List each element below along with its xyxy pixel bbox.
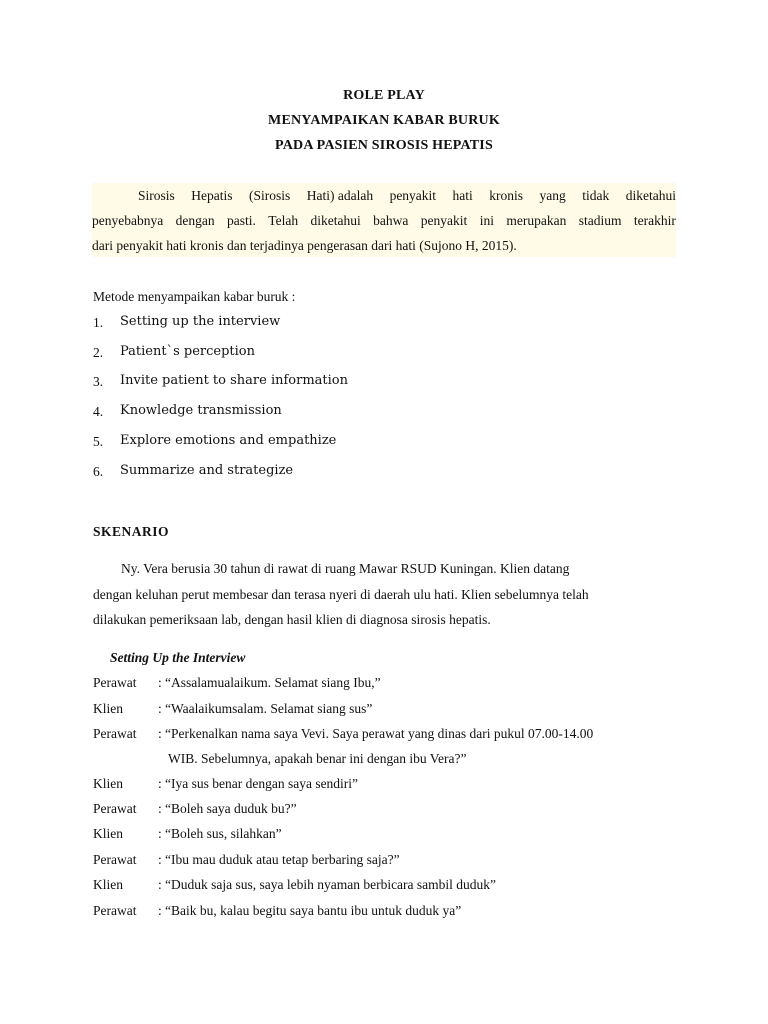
title-line-1: ROLE PLAY: [343, 88, 425, 103]
intro-word: stadium: [578, 213, 622, 228]
intro-word: dengan: [175, 213, 215, 228]
dialogue-colon: :: [158, 903, 162, 918]
dialogue-subheading: Setting Up the Interview: [110, 650, 246, 665]
dialogue-text: “Duduk saja sus, saya lebih nyaman berbicara sambil duduk”: [165, 877, 497, 892]
dialogue-colon: :: [158, 852, 162, 867]
dialogue-speaker: Perawat: [93, 852, 137, 867]
intro-word: (Sirosis: [248, 188, 291, 203]
title-line-3: PADA PASIEN SIROSIS HEPATIS: [275, 138, 493, 153]
method-number: 1.: [93, 315, 104, 330]
method-number: 3.: [93, 374, 104, 389]
dialogue-speaker: Klien: [93, 701, 123, 716]
dialogue-text: “Waalaikumsalam. Selamat siang sus”: [165, 701, 373, 716]
dialogue-text: “Assalamualaikum. Selamat siang Ibu,”: [165, 675, 381, 690]
intro-word: kronis: [489, 188, 524, 203]
intro-word: diketahui: [625, 188, 676, 203]
intro-word: tidak: [582, 188, 610, 203]
dialogue-colon: :: [158, 801, 162, 816]
dialogue-speaker: Klien: [93, 826, 123, 841]
dialogue-text: “Baik bu, kalau begitu saya bantu ibu untuk duduk ya”: [165, 903, 462, 918]
dialogue-text: “Ibu mau duduk atau tetap berbaring saja?”: [165, 852, 400, 867]
intro-line-3: dari penyakit hati kronis dan terjadinya pengerasan dari hati (Sujono H, 2015).: [92, 238, 517, 253]
method-item: Patient`s perception: [120, 344, 255, 359]
intro-paragraph: [92, 183, 676, 257]
dialogue-colon: :: [158, 726, 162, 741]
intro-word: ini: [479, 213, 494, 228]
dialogue-colon: :: [158, 675, 162, 690]
intro-line-1: [138, 188, 676, 204]
method-item: Setting up the interview: [120, 314, 281, 329]
dialogue-speaker: Klien: [93, 776, 123, 791]
intro-word: bahwa: [373, 213, 409, 228]
scenario-line-1: Ny. Vera berusia 30 tahun di rawat di ruang Mawar RSUD Kuningan. Klien datang: [121, 561, 570, 576]
intro-word: Hepatis: [191, 188, 233, 203]
intro-word: pasti.: [227, 213, 256, 228]
dialogue-text: “Perkenalkan nama saya Vevi. Saya perawat yang dinas dari pukul 07.00-14.00: [165, 726, 594, 741]
method-item: Summarize and strategize: [120, 463, 294, 478]
dialogue-colon: :: [158, 776, 162, 791]
dialogue-speaker: Perawat: [93, 726, 137, 741]
dialogue-text-continued: WIB. Sebelumnya, apakah benar ini dengan ibu Vera?”: [168, 751, 467, 766]
intro-word: penyakit: [389, 188, 437, 203]
scenario-line-2: dengan keluhan perut membesar dan terasa nyeri di daerah ulu hati. Klien sebelumnya telah: [93, 587, 589, 602]
dialogue-colon: :: [158, 877, 162, 892]
dialogue-speaker: Perawat: [93, 903, 137, 918]
scenario-heading: SKENARIO: [93, 524, 170, 539]
intro-line-2: [92, 213, 676, 229]
dialogue-text: “Boleh saya duduk bu?”: [165, 801, 297, 816]
method-item: Invite patient to share information: [120, 373, 348, 388]
intro-word: yang: [539, 188, 566, 203]
dialogue-colon: :: [158, 826, 162, 841]
method-number: 4.: [93, 404, 104, 419]
method-number: 2.: [93, 345, 104, 360]
intro-word: penyakit: [420, 213, 468, 228]
method-item: Knowledge transmission: [120, 403, 282, 418]
intro-word: merupakan: [506, 213, 567, 228]
intro-word: Telah: [268, 213, 299, 228]
method-item: Explore emotions and empathize: [120, 433, 337, 448]
dialogue-speaker: Perawat: [93, 675, 137, 690]
intro-word: diketahui: [310, 213, 361, 228]
dialogue-text: “Boleh sus, silahkan”: [165, 826, 282, 841]
dialogue-speaker: Perawat: [93, 801, 137, 816]
method-number: 6.: [93, 464, 104, 479]
dialogue-text: “Iya sus benar dengan saya sendiri”: [165, 776, 359, 791]
dialogue-speaker: Klien: [93, 877, 123, 892]
intro-word: hati: [452, 188, 473, 203]
title-line-2: MENYAMPAIKAN KABAR BURUK: [268, 113, 500, 128]
dialogue-colon: :: [158, 701, 162, 716]
methods-label: Metode menyampaikan kabar buruk :: [93, 289, 296, 304]
method-number: 5.: [93, 434, 104, 449]
intro-word: penyebabnya: [92, 213, 164, 228]
scenario-line-3: dilakukan pemeriksaan lab, dengan hasil klien di diagnosa sirosis hepatis.: [93, 612, 491, 627]
intro-word: Sirosis: [138, 188, 175, 203]
intro-word: terakhir: [633, 213, 676, 228]
intro-word: Hati) adalah: [306, 188, 374, 203]
